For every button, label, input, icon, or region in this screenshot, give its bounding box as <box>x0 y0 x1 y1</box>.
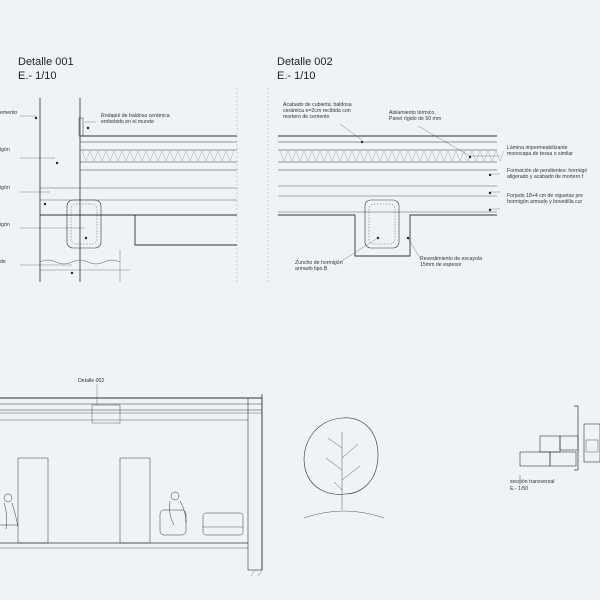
detail-002-label-forjado: Forjado 18+4 cm de viguetas pre hormigón armado y bovedilla cur <box>507 193 583 206</box>
detail-002-scale: E.- 1/10 <box>277 70 316 82</box>
detail-001-label-1: emento <box>0 110 18 116</box>
detail-001-label-2: igón <box>0 147 10 153</box>
detail-002-label-formacion: Formación de pendientes: hormigó aligerado y acabado de mortero f <box>507 168 588 181</box>
detail-002-label-zuncho: Zuncho de hormigón armado tipo.B <box>295 260 343 273</box>
detail-002-label-revestimiento: Revestimiento de escayola 15mm de espesor <box>420 256 482 269</box>
insulation-hatch-1 <box>82 151 234 161</box>
section-scale: E.- 1/50 <box>510 486 529 492</box>
detail-001-label-3: igón <box>0 185 10 191</box>
detail-001-label-4: igón <box>0 222 10 228</box>
detail-001-scale: E.- 1/10 <box>18 70 57 82</box>
detail-002-label-acabado: Acabado de cubierta: baldosa cerámica e=2cm recibida con mortero de cemento <box>283 102 352 121</box>
detail-002-title: Detalle 002 <box>277 56 333 68</box>
detail-001-label-rodapie: Rodapié de baldosa cerámica embebido en el murete <box>101 113 170 126</box>
detail-001-points <box>35 117 89 274</box>
detail-002-label-aislamiento: Aislamiento térmico. Panel rígido de 50 mm <box>389 110 442 123</box>
section-caption: sección transversal <box>510 479 555 485</box>
detail-002-label-lamina: Lámina impermeabilizante monocapa de texsa o similar <box>507 145 574 158</box>
detail-001-label-5: de <box>0 259 6 265</box>
section-detail-tag: Detalle 002 <box>78 378 105 384</box>
detail-001-title: Detalle 001 <box>18 56 74 68</box>
